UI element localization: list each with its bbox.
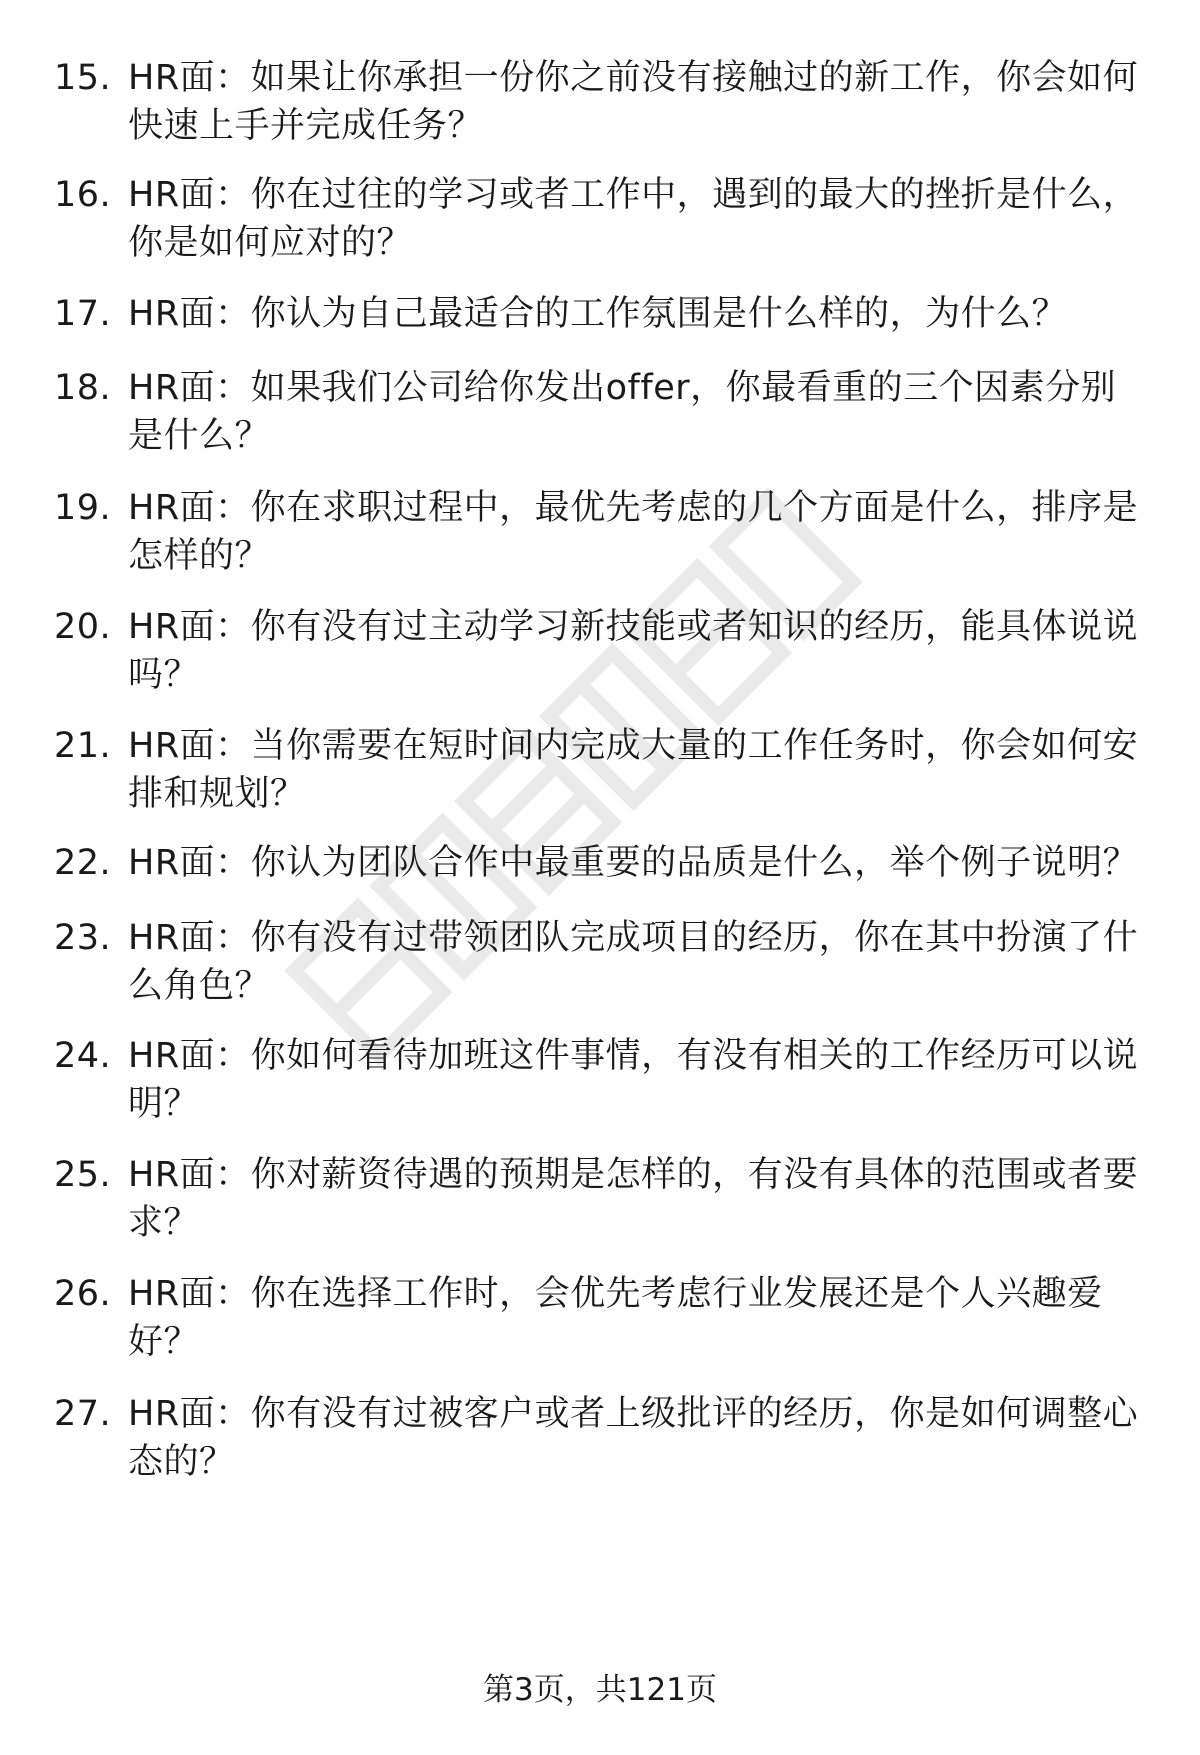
question-number: 23. xyxy=(54,918,112,958)
question-line: HR面：你在求职过程中，最优先考虑的几个方面是什么，排序是 xyxy=(128,488,1139,528)
question-text xyxy=(128,914,1158,1010)
question-line: HR面：你有没有过带领团队完成项目的经历，你在其中扮演了什 xyxy=(128,918,1139,958)
question-line: HR面：你有没有过被客户或者上级批评的经历，你是如何调整心 xyxy=(128,1394,1139,1434)
question-number: 19. xyxy=(54,488,112,528)
question-number: 27. xyxy=(54,1394,112,1434)
question-text xyxy=(128,1032,1158,1128)
question-text xyxy=(128,290,1158,338)
question-line: 是什么？ xyxy=(128,416,271,456)
question-text xyxy=(128,839,1158,887)
question-number: 22. xyxy=(54,843,112,883)
question-text xyxy=(128,722,1158,818)
question-number: 21. xyxy=(54,726,112,766)
question-line: 求？ xyxy=(128,1203,200,1243)
question-text xyxy=(128,603,1158,699)
question-text xyxy=(128,1151,1158,1247)
question-line: 吗？ xyxy=(128,655,200,695)
question-line: 明？ xyxy=(128,1084,200,1124)
question-line: HR面：你有没有过主动学习新技能或者知识的经历，能具体说说 xyxy=(128,607,1139,647)
question-number: 15. xyxy=(54,58,112,98)
question-line: 态的？ xyxy=(128,1442,235,1482)
question-number: 16. xyxy=(54,175,112,215)
question-text xyxy=(128,484,1158,580)
question-number: 18. xyxy=(54,368,112,408)
question-line: 排和规划？ xyxy=(128,774,306,814)
question-line: HR面：你对薪资待遇的预期是怎样的，有没有具体的范围或者要 xyxy=(128,1155,1139,1195)
question-line: 么角色？ xyxy=(128,966,271,1006)
question-line: 好？ xyxy=(128,1322,200,1362)
question-number: 26. xyxy=(54,1274,112,1314)
question-line: HR面：如果让你承担一份你之前没有接触过的新工作，你会如何 xyxy=(128,58,1139,98)
question-line: 怎样的？ xyxy=(128,536,271,576)
question-text xyxy=(128,364,1158,460)
question-line: HR面：如果我们公司给你发出offer，你最看重的三个因素分别 xyxy=(128,368,1117,408)
question-text xyxy=(128,171,1158,267)
question-line: 你是如何应对的？ xyxy=(128,223,413,263)
question-number: 20. xyxy=(54,607,112,647)
question-line: 快速上手并完成任务？ xyxy=(128,106,484,146)
question-line: HR面：你认为团队合作中最重要的品质是什么，举个例子说明？ xyxy=(128,843,1139,883)
question-line: HR面：你在选择工作时，会优先考虑行业发展还是个人兴趣爱 xyxy=(128,1274,1103,1314)
question-number: 25. xyxy=(54,1155,112,1195)
question-text xyxy=(128,1270,1158,1366)
page-number-label: 第3页，共121页 xyxy=(483,1672,717,1708)
question-line: HR面：当你需要在短时间内完成大量的工作任务时，你会如何安 xyxy=(128,726,1139,766)
question-text xyxy=(128,1390,1158,1486)
question-text xyxy=(128,54,1158,150)
question-line: HR面：你在过往的学习或者工作中，遇到的最大的挫折是什么， xyxy=(128,175,1139,215)
question-line: HR面：你如何看待加班这件事情，有没有相关的工作经历可以说 xyxy=(128,1036,1139,1076)
question-number: 17. xyxy=(54,294,112,334)
question-number: 24. xyxy=(54,1036,112,1076)
question-line: HR面：你认为自己最适合的工作氛围是什么样的，为什么？ xyxy=(128,294,1068,334)
